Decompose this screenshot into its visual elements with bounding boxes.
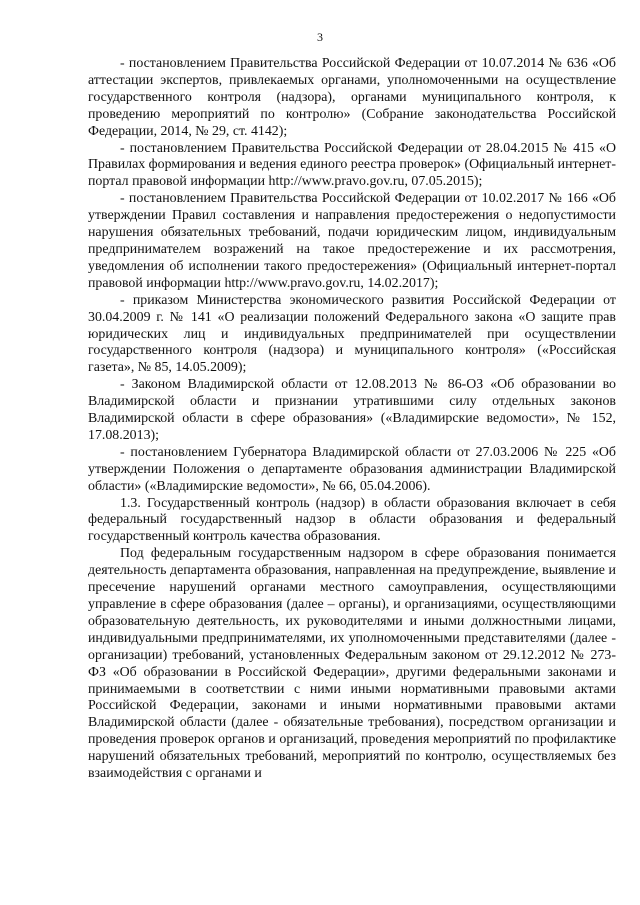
page-number: 3	[317, 30, 323, 44]
paragraph-decree-166: - постановлением Правительства Российской Федерации от 10.02.2017 № 166 «Об утверждении Правил составления и направления предостережения о недопустимости нарушения обязательных требований, подачи юридическим лицом, индивидуальным предпринимателем возражений на такое предостережение и их рассмотрения, уведомления об исполнении такого предостережения» (Официальный интернет-портал правовой информации http://www.pravo.gov.ru, 14.02.2017);	[88, 191, 616, 291]
paragraph-federal-supervision-definition: Под федеральным государственным надзором в сфере образования понимается деятельность департамента образования, направленная на предупреждение, выявление и пресечение нарушений органами местного самоуправления, осуществляющими управление в сфере образования (далее – органы), и организациями, осуществляющими образовательную деятельность, их руководителями и иными должностными лицами, индивидуальными предпринимателями, их уполномоченными представителями (далее - организации) требований, установленных Федеральным законом от 29.12.2012 № 273-ФЗ «Об образовании в Российской Федерации», другими федеральными законами и принимаемыми в соответствии с ними иными нормативными правовыми актами Российской Федерации, законами и иными нормативными правовыми актами Владимирской области (далее - обязательные требования), посредством организации и проведения проверок органов и организаций, проведения мероприятий по профилактике нарушений обязательных требований, мероприятий по контролю, осуществляемых без взаимодействия с органами и	[88, 546, 616, 782]
paragraph-section-1-3: 1.3. Государственный контроль (надзор) в области образования включает в себя федеральный государственный надзор в области образования и федеральный государственный контроль качества образования.	[88, 495, 616, 545]
document-body	[88, 56, 616, 783]
paragraph-law-86-oz: - Законом Владимирской области от 12.08.2013 № 86-ОЗ «Об образовании во Владимирской области и признании утратившими силу отдельных законов Владимирской области в сфере образования» («Владимирские ведомости», № 152, 17.08.2013);	[88, 377, 616, 443]
paragraph-decree-415: - постановлением Правительства Российской Федерации от 28.04.2015 № 415 «О Правилах формирования и ведения единого реестра проверок» (Официальный интернет-портал правовой информации http://www.pravo.gov.ru, 07.05.2015);	[88, 140, 616, 190]
paragraph-governor-decree-225: - постановлением Губернатора Владимирской области от 27.03.2006 № 225 «Об утверждении Положения о департаменте образования администрации Владимирской области» («Владимирские ведомости», № 66, 05.04.2006).	[88, 444, 616, 494]
paragraph-order-141: - приказом Министерства экономического развития Российской Федерации от 30.04.2009 г. № 141 «О реализации положений Федерального закона «О защите прав юридических лиц и индивидуальных предпринимателей при осуществлении государственного контроля (надзора) и муниципального контроля» («Российская газета», № 85, 14.05.2009);	[88, 292, 616, 376]
paragraph-decree-636: - постановлением Правительства Российской Федерации от 10.07.2014 № 636 «Об аттестации экспертов, привлекаемых органами, уполномоченными на осуществление государственного контроля (надзора), органами муниципального контроля, к проведению мероприятий по контролю» (Собрание законодательства Российской Федерации, 2014, № 29, ст. 4142);	[88, 56, 616, 139]
